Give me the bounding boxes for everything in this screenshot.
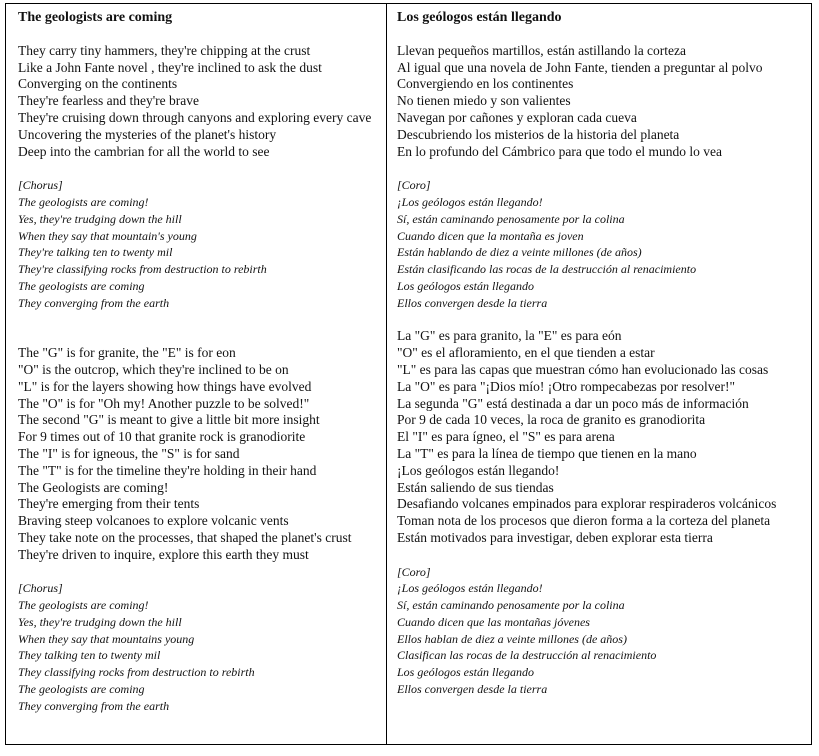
chorus-line: Ellos hablan de diez a veinte millones (de años) <box>397 631 627 646</box>
lyric-line: For 9 times out of 10 that granite rock is granodiorite <box>18 429 306 445</box>
lyric-line: The "I" is for igneous, the "S" is for sand <box>18 445 240 461</box>
chorus-line: Los geólogos están llegando <box>397 278 534 293</box>
lyric-line: The "T" is for the timeline they're holding in their hand <box>18 462 317 478</box>
lyric-line: Like a John Fante novel , they're inclined to ask the dust <box>18 59 322 75</box>
lyric-line: The "O" is for "Oh my! Another puzzle to be solved!" <box>18 395 310 411</box>
chorus-line: Sí, están caminando penosamente por la colina <box>397 211 625 226</box>
lyric-line: Por 9 de cada 10 veces, la roca de granito es granodiorita <box>397 412 706 428</box>
lyric-line: They're cruising down through canyons and exploring every cave <box>18 109 372 125</box>
lyric-line: They're driven to inquire, explore this earth they must <box>18 546 309 562</box>
lyric-line: Uncovering the mysteries of the planet's history <box>18 126 277 142</box>
chorus-line: Yes, they're trudging down the hill <box>18 211 182 226</box>
lyrics-table <box>5 3 812 745</box>
chorus-line: Ellos convergen desde la tierra <box>397 682 548 697</box>
english-column <box>6 4 387 744</box>
chorus-line: Los geólogos están llegando <box>397 665 534 680</box>
chorus-line: When they say that mountain's young <box>18 228 197 243</box>
lyric-line: En lo profundo del Cámbrico para que todo el mundo lo vea <box>397 143 723 159</box>
lyric-line: La segunda "G" está destinada a dar un poco más de información <box>397 395 749 411</box>
lyric-line: El "I" es para ígneo, el "S" es para arena <box>397 429 615 445</box>
english-title: The geologists are coming <box>18 10 173 25</box>
lyric-line: Llevan pequeños martillos, están astillando la corteza <box>397 42 687 58</box>
lyric-line: Deep into the cambrian for all the world to see <box>18 143 270 159</box>
lyric-line: Toman nota de los procesos que dieron forma a la corteza del planeta <box>397 513 771 529</box>
chorus-label: [Chorus] <box>18 178 63 193</box>
chorus-line: They converging from the earth <box>18 698 170 713</box>
lyric-line: Desafiando volcanes empinados para explorar respiraderos volcánicos <box>397 496 777 512</box>
chorus-line: They're talking ten to twenty mil <box>18 245 173 260</box>
chorus-line: They're classifying rocks from destruction to rebirth <box>18 262 267 277</box>
lyric-line: Converging on the continents <box>18 76 178 92</box>
chorus-label: [Coro] <box>397 178 431 193</box>
lyric-line: The Geologists are coming! <box>18 479 169 495</box>
lyric-line: La "G" es para granito, la "E" es para eón <box>397 328 622 344</box>
lyric-line: La "O" es para "¡Dios mío! ¡Otro rompecabezas por resolver!" <box>397 378 736 394</box>
lyric-line: Braving steep volcanoes to explore volcanic vents <box>18 513 289 529</box>
lyric-line: The "G" is for granite, the "E" is for eon <box>18 345 236 361</box>
chorus-line: Sí, están caminando penosamente por la colina <box>397 598 625 613</box>
lyric-line: "O" is the outcrop, which they're inclined to be on <box>18 361 289 377</box>
chorus-line: Yes, they're trudging down the hill <box>18 614 182 629</box>
lyric-line: Al igual que una novela de John Fante, tienden a preguntar al polvo <box>397 59 763 75</box>
lyric-line: No tienen miedo y son valientes <box>397 93 571 109</box>
lyric-line: ¡Los geólogos están llegando! <box>397 462 560 478</box>
spanish-title: Los geólogos están llegando <box>397 10 562 25</box>
lyric-line: They take note on the processes, that shaped the planet's crust <box>18 529 352 545</box>
chorus-label: [Coro] <box>397 564 431 579</box>
lyric-line: The second "G" is meant to give a little bit more insight <box>18 412 320 428</box>
lyric-line: They carry tiny hammers, they're chipping at the crust <box>18 42 311 58</box>
lyric-line: La "T" es para la línea de tiempo que tienen en la mano <box>397 445 697 461</box>
chorus-line: Clasifican las rocas de la destrucción al renacimiento <box>397 648 657 663</box>
chorus-line: The geologists are coming! <box>18 598 149 613</box>
chorus-line: Están clasificando las rocas de la destrucción al renacimiento <box>397 262 697 277</box>
lyric-line: They're emerging from their tents <box>18 496 200 512</box>
chorus-line: ¡Los geólogos están llegando! <box>397 581 543 596</box>
chorus-label: [Chorus] <box>18 581 63 596</box>
chorus-line: The geologists are coming <box>18 278 145 293</box>
chorus-line: Ellos convergen desde la tierra <box>397 295 548 310</box>
chorus-line: When they say that mountains young <box>18 631 195 646</box>
lyric-line: Están saliendo de sus tiendas <box>397 479 554 495</box>
spanish-column <box>387 4 811 744</box>
chorus-line: The geologists are coming <box>18 682 145 697</box>
lyric-line: Están motivados para investigar, deben explorar esta tierra <box>397 529 713 545</box>
chorus-line: Están hablando de diez a veinte millones (de años) <box>397 245 642 260</box>
chorus-line: The geologists are coming! <box>18 194 149 209</box>
lyric-line: "O" es el afloramiento, en el que tienden a estar <box>397 345 655 361</box>
chorus-line: ¡Los geólogos están llegando! <box>397 194 543 209</box>
lyric-line: They're fearless and they're brave <box>18 93 200 109</box>
lyric-line: Descubriendo los misterios de la historia del planeta <box>397 126 680 142</box>
chorus-line: Cuando dicen que la montaña es joven <box>397 228 584 243</box>
lyric-line: Navegan por cañones y exploran cada cueva <box>397 109 637 125</box>
chorus-line: They classifying rocks from destruction to rebirth <box>18 665 255 680</box>
chorus-line: Cuando dicen que las montañas jóvenes <box>397 614 590 629</box>
lyric-line: Convergiendo en los continentes <box>397 76 574 92</box>
chorus-line: They converging from the earth <box>18 295 170 310</box>
lyric-line: "L" is for the layers showing how things have evolved <box>18 378 312 394</box>
lyric-line: "L" es para las capas que muestran cómo han evolucionado las cosas <box>397 361 769 377</box>
chorus-line: They talking ten to twenty mil <box>18 648 161 663</box>
